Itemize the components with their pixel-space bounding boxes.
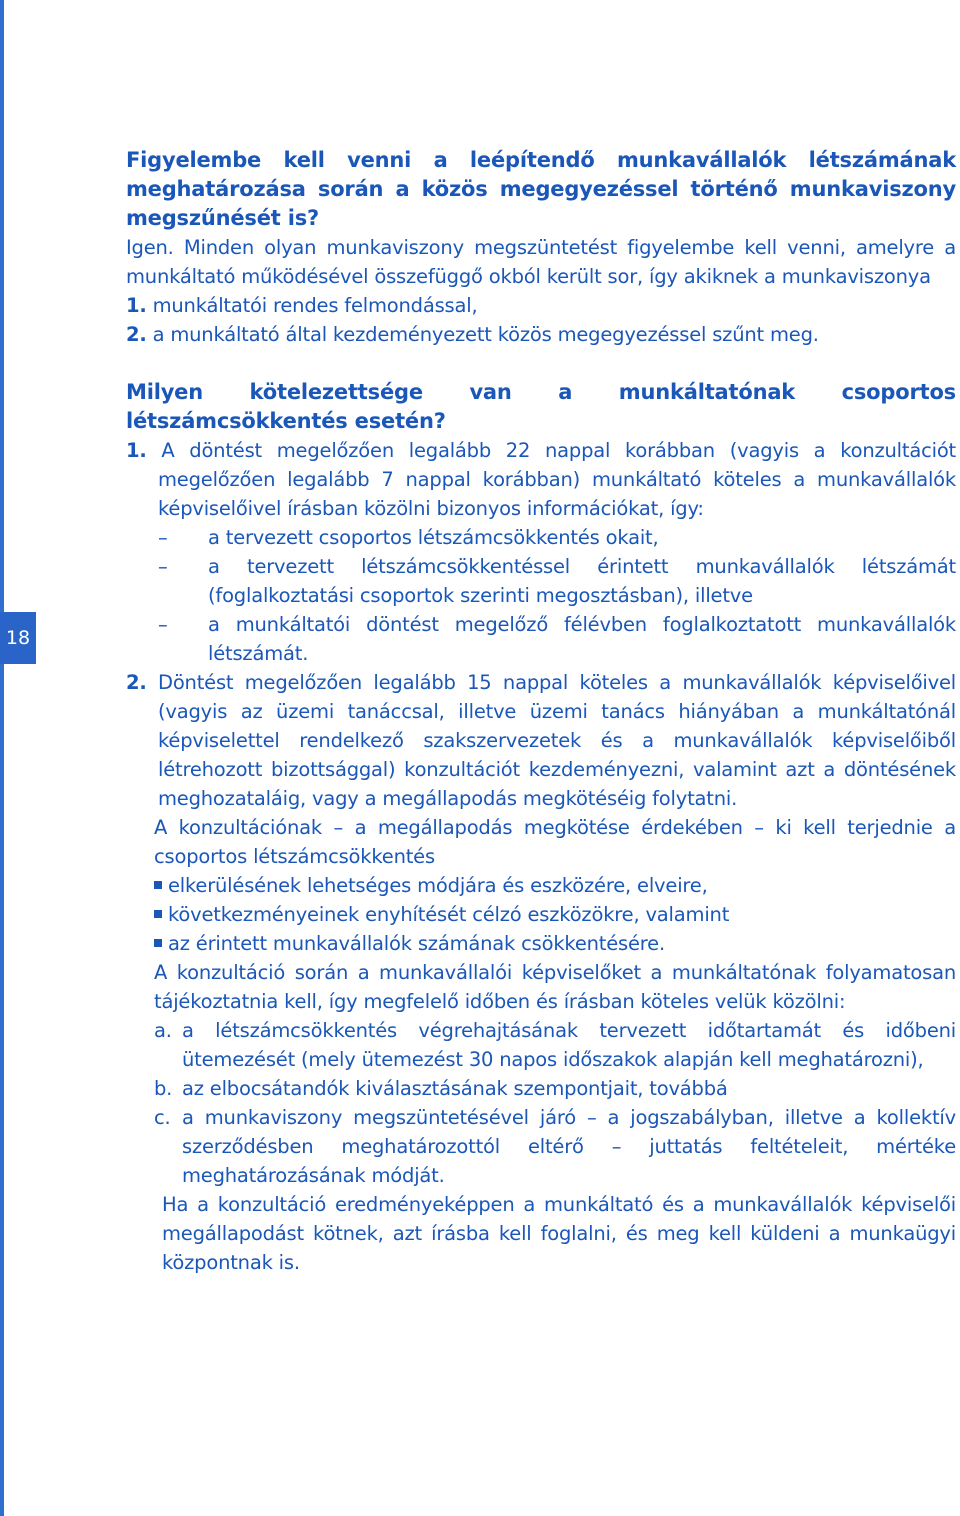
inform-intro: A konzultáció során a munkavállalói képviselőket a munkáltatónak folyamatosan tájékoztatnia kell, így megfelelő időben és írásban köteles velük közölni:	[154, 961, 956, 1013]
alpha-letter: c.	[154, 1106, 171, 1129]
point-text: A döntést megelőzően legalább 22 nappal korábban (vagyis a konzultációt megelőzően legalább 7 nappal korábban) munkáltató köteles a munkavállalók képviselőivel írásban közölni bizonyos információkat, így:	[158, 439, 957, 520]
bullet-item-1	[154, 871, 956, 900]
point-1	[126, 436, 956, 523]
answer-1-item-2	[126, 320, 956, 349]
bullet-text: következményeinek enyhítését célzó eszközökre, valamint	[168, 903, 730, 926]
item-text: a munkáltató által kezdeményezett közös megegyezéssel szűnt meg.	[152, 323, 819, 346]
alpha-text: a létszámcsökkentés végrehajtásának tervezett időtartamát és időbeni ütemezését (mely ütemezést 30 napos időszakok alapján kell meghatározni),	[182, 1019, 956, 1071]
item-number: 1.	[126, 294, 147, 317]
dash-item-text: a tervezett csoportos létszámcsökkentés okait,	[208, 526, 659, 549]
dash-item-text: a tervezett létszámcsökkentéssel érintett munkavállalók létszámát (foglalkoztatási csoportok szerinti megosztásban), illetve	[208, 555, 956, 607]
question-2: Milyen kötelezettsége van a munkáltatónak csoportos létszámcsökkentés esetén?	[126, 380, 956, 433]
dash-item-2: – a tervezett létszámcsökkentéssel érintett munkavállalók létszámát (foglalkoztatási csoportok szerinti megosztásban), illetve	[158, 555, 956, 607]
page-edge-rule	[0, 0, 4, 1516]
bullet-item-2	[154, 900, 956, 929]
dash-item-1: – a tervezett csoportos létszámcsökkentés okait,	[158, 526, 659, 549]
alpha-text: a munkaviszony megszüntetésével járó – a jogszabályban, illetve a kollektív szerződésben meghatározottól eltérő – juttatás feltételeit, mértéke meghatározásának módját.	[182, 1106, 956, 1187]
section-gap	[126, 349, 956, 378]
bullet-text: elkerülésének lehetséges módjára és eszközére, elveire,	[168, 874, 708, 897]
answer-1-item-1	[126, 291, 956, 320]
page-number-tab: 18	[0, 612, 36, 664]
dash-item-text: a munkáltatói döntést megelőző félévben foglalkoztatott munkavállalók létszámát.	[208, 613, 956, 665]
bullet-text: az érintett munkavállalók számának csökkentésére.	[168, 932, 665, 955]
alpha-letter: a.	[154, 1019, 172, 1042]
page-content	[126, 146, 956, 1277]
alpha-item-c	[154, 1103, 956, 1190]
alpha-letter: b.	[154, 1077, 173, 1100]
dash-item-3: – a munkáltatói döntést megelőző félévben foglalkoztatott munkavállalók létszámát.	[158, 613, 956, 665]
alpha-text: az elbocsátandók kiválasztásának szempontjait, továbbá	[182, 1077, 728, 1100]
item-text: munkáltatói rendes felmondással,	[152, 294, 478, 317]
point-2	[126, 668, 956, 813]
square-bullet-icon	[154, 939, 162, 947]
closing-paragraph: Ha a konzultáció eredményeképpen a munkáltató és a munkavállalók képviselői megállapodást kötnek, azt írásba kell foglalni, és meg kell küldeni a munkaügyi központnak is.	[162, 1193, 956, 1274]
square-bullet-icon	[154, 910, 162, 918]
item-number: 2.	[126, 323, 147, 346]
square-bullet-icon	[154, 881, 162, 889]
point-text: Döntést megelőzően legalább 15 nappal köteles a munkavállalók képviselőivel (vagyis az üzemi tanáccsal, illetve üzemi tanács hiányában a munkáltatónál képviselettel rendelkező szakszervezetek és a munkavállalók képviselőiből létrehozott bizottsággal) konzultációt kezdeményezni, valamint azt a döntésének meghozataláig, vagy a megállapodás megkötéséig folytatni.	[158, 671, 957, 810]
point-number: 2.	[126, 671, 147, 694]
answer-1: Igen. Minden olyan munkaviszony megszüntetést figyelembe kell venni, amelyre a munkáltató működésével összefüggő okból került sor, így akiknek a munkaviszonya	[126, 236, 956, 288]
question-1: Figyelembe kell venni a leépítendő munkavállalók létszámának meghatározása során a közös megegyezéssel történő munkaviszony megszűnését is?	[126, 148, 956, 230]
alpha-item-a	[154, 1016, 956, 1074]
point-number: 1.	[126, 439, 147, 462]
alpha-item-b	[154, 1074, 956, 1103]
bullet-item-3	[154, 929, 956, 958]
consultation-intro: A konzultációnak – a megállapodás megkötése érdekében – ki kell terjednie a csoportos létszámcsökkentés	[154, 816, 956, 868]
